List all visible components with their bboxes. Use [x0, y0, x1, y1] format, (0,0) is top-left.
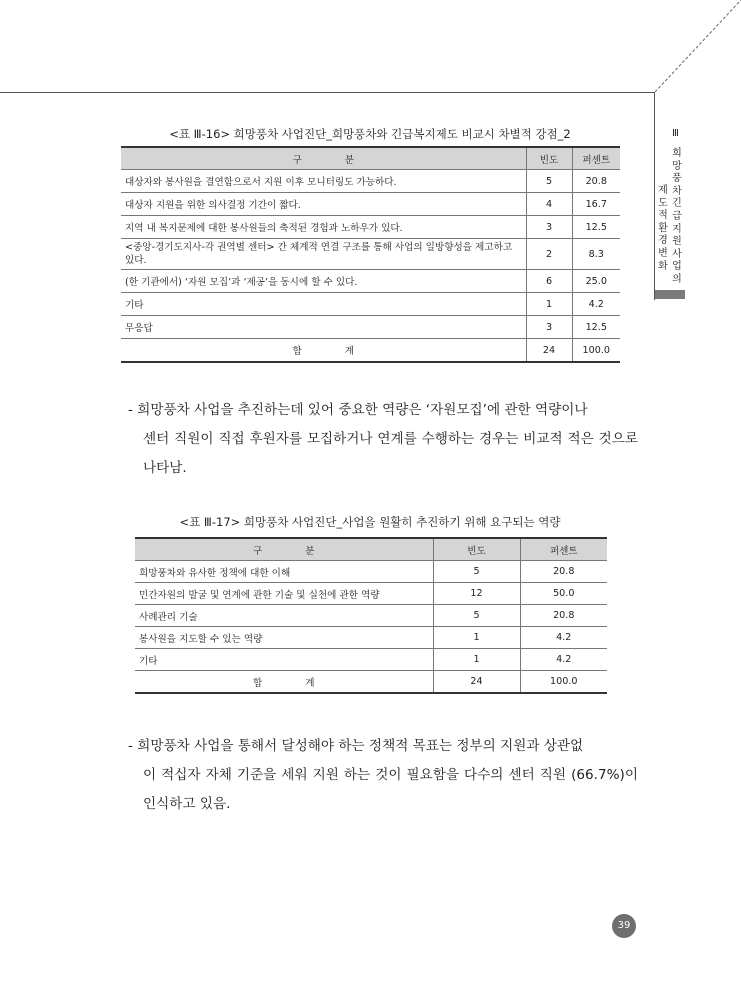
table-row — [121, 170, 620, 193]
row-label: 봉사원을 지도할 수 있는 역량 — [135, 627, 433, 649]
paragraph-2-line1: - 희망풍차 사업을 통해서 달성해야 하는 정책적 목표는 정부의 지원과 상관없 — [128, 738, 584, 754]
total-percent: 100.0 — [572, 339, 620, 363]
row-label: 기타 — [121, 293, 526, 316]
row-percent: 12.5 — [572, 216, 620, 239]
table-total-row — [121, 339, 620, 363]
row-percent: 4.2 — [520, 649, 607, 671]
table-row — [135, 649, 607, 671]
paragraph-1-line1: - 희망풍차 사업을 추진하는데 있어 중요한 역량은 ‘자원모집’에 관한 역량이나 — [128, 402, 588, 418]
chapter-title-col1: 희망풍차긴급지원사업의 — [672, 148, 682, 285]
table-row — [121, 216, 620, 239]
row-frequency: 1 — [433, 627, 520, 649]
header-category: 구 분 — [121, 147, 526, 170]
header-frequency: 빈도 — [526, 147, 572, 170]
header-percent: 퍼센트 — [572, 147, 620, 170]
table-row — [121, 293, 620, 316]
table-row — [121, 239, 620, 270]
table2 — [135, 537, 607, 694]
row-frequency: 2 — [526, 239, 572, 270]
row-percent: 20.8 — [572, 170, 620, 193]
page-number: 39 — [612, 914, 636, 938]
row-label: 지역 내 복지문제에 대한 봉사원들의 축적된 경험과 노하우가 있다. — [121, 216, 526, 239]
table-header-row — [135, 538, 607, 561]
table-row — [135, 605, 607, 627]
row-label: 무응답 — [121, 316, 526, 339]
table-row — [121, 316, 620, 339]
row-frequency: 6 — [526, 270, 572, 293]
paragraph-2-rest: 이 적십자 자체 기준을 세워 지원 하는 것이 필요함을 다수의 센터 직원 (66.7%)이 인식하고 있음. — [143, 767, 638, 812]
table-header-row — [121, 147, 620, 170]
table1-caption: <표 Ⅲ-16> 희망풍차 사업진단_희망풍차와 긴급복지제도 비교시 차별적 강점_2 — [169, 127, 571, 141]
row-label: 희망풍차와 유사한 정책에 대한 이해 — [135, 561, 433, 583]
table-row — [121, 193, 620, 216]
row-frequency: 1 — [526, 293, 572, 316]
table-row — [135, 627, 607, 649]
row-frequency: 3 — [526, 316, 572, 339]
row-percent: 4.2 — [572, 293, 620, 316]
row-frequency: 3 — [526, 216, 572, 239]
row-frequency: 1 — [433, 649, 520, 671]
chapter-numeral: Ⅲ — [672, 128, 679, 139]
row-label: 대상자와 봉사원을 결연함으로서 지원 이후 모니터링도 가능하다. — [121, 170, 526, 193]
row-frequency: 5 — [526, 170, 572, 193]
row-label: (한 기관에서) ‘자원 모집’과 ‘제공’을 동시에 할 수 있다. — [121, 270, 526, 293]
chapter-tab-marker — [655, 290, 685, 299]
corner-decoration — [655, 0, 741, 93]
row-label: 대상자 지원을 위한 의사결정 기간이 짧다. — [121, 193, 526, 216]
row-percent: 20.8 — [520, 561, 607, 583]
row-percent: 8.3 — [572, 239, 620, 270]
row-percent: 50.0 — [520, 583, 607, 605]
total-percent: 100.0 — [520, 671, 607, 694]
row-frequency: 12 — [433, 583, 520, 605]
paragraph-1 — [128, 396, 638, 483]
total-label: 합 계 — [135, 671, 433, 694]
paragraph-2 — [128, 732, 638, 819]
total-frequency: 24 — [526, 339, 572, 363]
row-frequency: 5 — [433, 605, 520, 627]
row-percent: 25.0 — [572, 270, 620, 293]
row-label: 사례관리 기술 — [135, 605, 433, 627]
row-frequency: 4 — [526, 193, 572, 216]
table-row — [135, 561, 607, 583]
row-label: 민간자원의 발굴 및 연계에 관한 기술 및 실천에 관한 역량 — [135, 583, 433, 605]
row-percent: 20.8 — [520, 605, 607, 627]
row-percent: 4.2 — [520, 627, 607, 649]
row-frequency: 5 — [433, 561, 520, 583]
table2-caption: <표 Ⅲ-17> 희망풍차 사업진단_사업을 원활히 추진하기 위해 요구되는 역량 — [179, 515, 561, 529]
header-frequency: 빈도 — [433, 538, 520, 561]
row-label: <중앙-경기도지사-각 권역별 센터> 간 체계적 연결 구조를 통해 사업의 일방향성을 제고하고 있다. — [121, 239, 526, 270]
table-row — [135, 583, 607, 605]
table1 — [121, 146, 620, 363]
header-percent: 퍼센트 — [520, 538, 607, 561]
table-row — [121, 270, 620, 293]
row-percent: 16.7 — [572, 193, 620, 216]
paragraph-1-rest: 센터 직원이 직접 후원자를 모집하거나 연계를 수행하는 경우는 비교적 적은 것으로 나타남. — [143, 431, 638, 476]
row-percent: 12.5 — [572, 316, 620, 339]
table-total-row — [135, 671, 607, 694]
total-label: 합 계 — [121, 339, 526, 363]
row-label: 기타 — [135, 649, 433, 671]
header-rule — [0, 92, 655, 93]
chapter-title-col2: 제도적환경변화 — [658, 185, 668, 272]
total-frequency: 24 — [433, 671, 520, 694]
header-category: 구 분 — [135, 538, 433, 561]
side-rule — [654, 92, 655, 300]
